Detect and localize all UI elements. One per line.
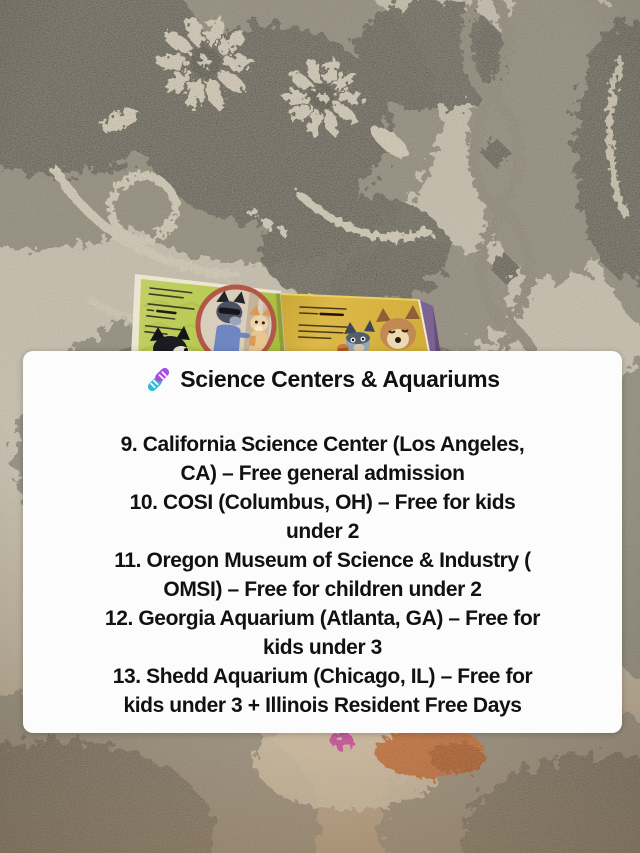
- card-title-text: Science Centers & Aquariums: [180, 366, 500, 392]
- info-card: [23, 351, 622, 733]
- entry-12-line-1: 12. Georgia Aquarium (Atlanta, GA) – Free for: [104, 607, 541, 630]
- card-title: [23, 364, 622, 394]
- entry-9-line-2: CA) – Free general admission: [180, 462, 465, 485]
- entry-11-line-1: 11. Oregon Museum of Science & Industry (: [114, 549, 531, 572]
- entry-11-line-2: OMSI) – Free for children under 2: [163, 578, 482, 601]
- dna-icon: [145, 366, 172, 393]
- title-gap: [23, 394, 622, 430]
- entry-13-line-1: 13. Shedd Aquarium (Chicago, IL) – Free for: [112, 665, 533, 688]
- entry-9-line-1: 9. California Science Center (Los Angeles,: [120, 433, 525, 456]
- entry-12-line-2: kids under 3: [263, 636, 382, 659]
- entry-10-line-2: under 2: [285, 520, 360, 543]
- entry-10-line-1: 10. COSI (Columbus, OH) – Free for kids: [129, 491, 516, 514]
- entry-13-line-2: kids under 3 + Illinois Resident Free Days: [123, 694, 522, 717]
